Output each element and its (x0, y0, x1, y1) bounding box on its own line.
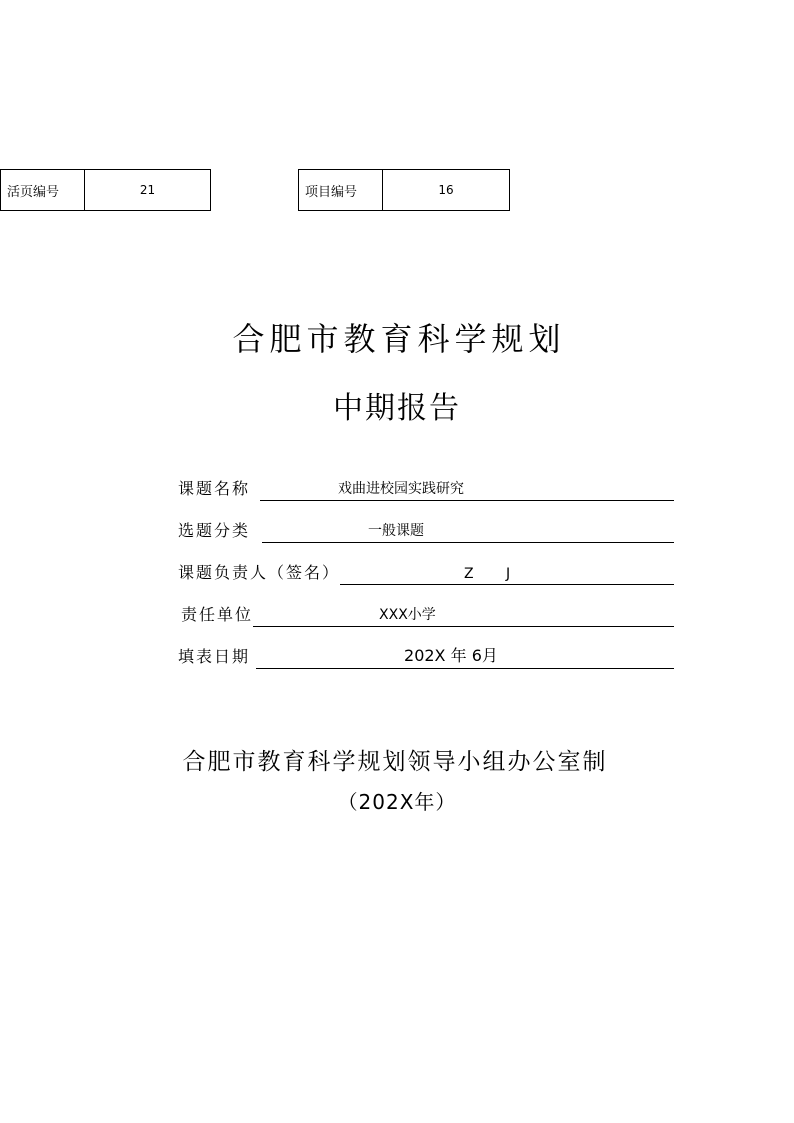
date-label: 填表日期 (178, 647, 251, 666)
unit-field[interactable] (253, 606, 674, 627)
leader-label: 课题负责人（签名） (178, 563, 341, 582)
form-row-unit (181, 601, 674, 625)
sheet-number-table (0, 169, 211, 211)
form-row-date (178, 643, 674, 667)
document-subtitle: 中期报告 (333, 391, 461, 426)
document-title: 合肥市教育科学规划 (232, 320, 566, 358)
unit-label: 责任单位 (181, 605, 254, 624)
leader-field[interactable] (340, 564, 674, 585)
date-field[interactable] (256, 648, 674, 669)
issuing-organization: 合肥市教育科学规划领导小组办公室制 (182, 749, 608, 775)
unit-value: XXX小学 (379, 607, 436, 623)
sheet-number-value[interactable]: 21 (139, 183, 156, 197)
category-value: 一般课题 (368, 523, 425, 539)
topic-field[interactable] (260, 480, 674, 501)
leader-value: Z J (464, 566, 525, 582)
issuing-year: （202X年） (337, 790, 457, 814)
category-field[interactable] (262, 522, 674, 543)
date-value: 202X 年 6月 (404, 646, 498, 665)
project-number-value[interactable]: 16 (438, 183, 454, 197)
form-row-leader (178, 559, 674, 583)
topic-value: 戏曲进校园实践研究 (338, 481, 465, 497)
form-row-category (178, 517, 674, 541)
project-number-label: 项目编号 (299, 170, 383, 210)
form-row-topic (178, 475, 674, 499)
sheet-number-label: 活页编号 (1, 170, 85, 210)
topic-label: 课题名称 (178, 479, 251, 498)
category-label: 选题分类 (178, 521, 251, 540)
project-number-table (298, 169, 510, 211)
